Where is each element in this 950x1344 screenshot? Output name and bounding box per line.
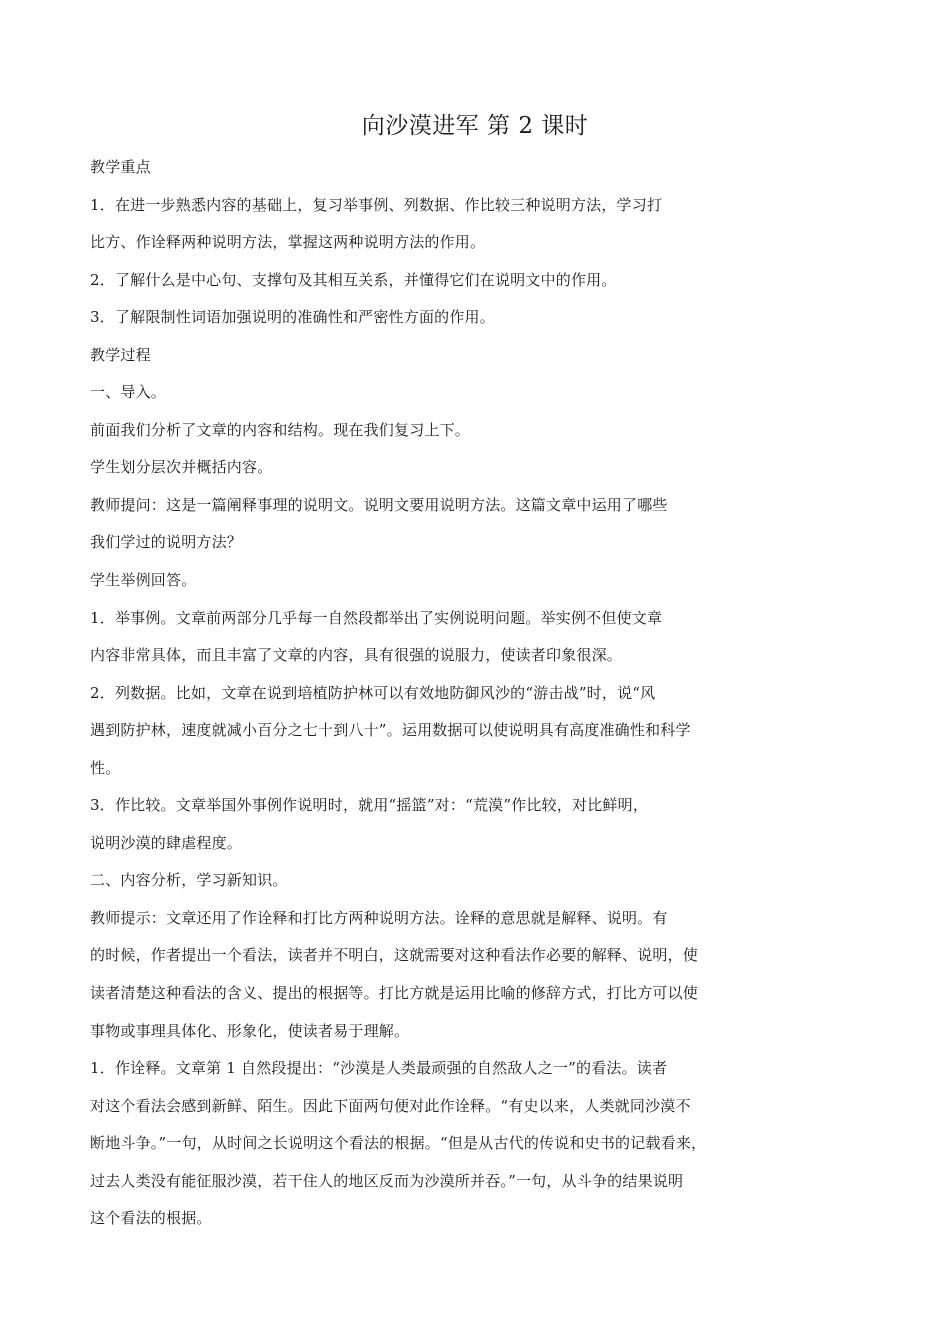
text-line: 一、导入。 bbox=[90, 383, 167, 402]
text-line: 比方、作诠释两种说明方法，掌握这两种说明方法的作用。 bbox=[90, 233, 486, 252]
text-line: 的时候，作者提出一个看法，读者并不明白，这就需要对这种看法作必要的解释、说明，使 bbox=[90, 946, 699, 965]
text-line: 前面我们分析了文章的内容和结构。现在我们复习上下。 bbox=[90, 420, 471, 439]
document-body bbox=[90, 149, 850, 1238]
text-line: 这个看法的根据。 bbox=[90, 1209, 212, 1228]
text-line: 读者清楚这种看法的含义、提出的根据等。打比方就是运用比喻的修辞方式，打比方可以使 bbox=[90, 984, 699, 1003]
text-line: 2．列数据。比如，文章在说到培植防护林可以有效地防御风沙的“游击战”时，说“风 bbox=[90, 683, 656, 702]
text-line: 二、内容分析，学习新知识。 bbox=[90, 871, 288, 890]
text-line: 教师提示：文章还用了作诠释和打比方两种说明方法。诠释的意思就是解释、说明。有 bbox=[90, 908, 668, 927]
text-line: 3．作比较。文章举国外事例作说明时，就用“摇篮”对：“荒漠”作比较，对比鲜明， bbox=[90, 796, 649, 815]
text-line: 1．举事例。文章前两部分几乎每一自然段都举出了实例说明问题。举实例不但使文章 bbox=[90, 608, 663, 627]
text-line: 学生举例回答。 bbox=[90, 571, 197, 590]
text-line: 2．了解什么是中心句、支撑句及其相互关系，并懂得它们在说明文中的作用。 bbox=[90, 270, 617, 289]
text-line: 1．在进一步熟悉内容的基础上，复习举事例、列数据、作比较三种说明方法，学习打 bbox=[90, 195, 663, 214]
text-line: 说明沙漠的肆虐程度。 bbox=[90, 833, 243, 852]
section-heading: 教学重点 bbox=[90, 158, 151, 176]
text-line: 对这个看法会感到新鲜、陌生。因此下面两句便对此作诠释。“有史以来，人类就同沙漠不 bbox=[90, 1096, 691, 1115]
text-line: 性。 bbox=[90, 758, 121, 777]
text-line: 学生划分层次并概括内容。 bbox=[90, 458, 273, 477]
section-heading: 教学过程 bbox=[90, 345, 151, 364]
text-line: 过去人类没有能征服沙漠，若干住人的地区反而为沙漠所并吞。”一句，从斗争的结果说明 bbox=[90, 1171, 684, 1190]
text-line: 事物或事理具体化、形象化，使读者易于理解。 bbox=[90, 1021, 410, 1040]
text-line: 教师提问：这是一篇阐释事理的说明文。说明文要用说明方法。这篇文章中运用了哪些 bbox=[90, 495, 668, 514]
page-title: 向沙漠进军 第 2 课时 bbox=[361, 113, 589, 139]
text-line: 1．作诠释。文章第 1 自然段提出：“沙漠是人类最顽强的自然敌人之一”的看法。读者 bbox=[90, 1059, 668, 1078]
text-line: 我们学过的说明方法？ bbox=[90, 533, 243, 552]
text-line: 断地斗争。”一句，从时间之长说明这个看法的根据。“但是从古代的传说和史书的记载看来， bbox=[90, 1134, 707, 1153]
text-line: 遇到防护林，速度就减小百分之七十到八十”。运用数据可以使说明具有高度准确性和科学 bbox=[90, 721, 691, 740]
text-line: 3．了解限制性词语加强说明的准确性和严密性方面的作用。 bbox=[90, 308, 495, 327]
text-line: 内容非常具体，而且丰富了文章的内容，具有很强的说服力，使读者印象很深。 bbox=[90, 646, 623, 665]
